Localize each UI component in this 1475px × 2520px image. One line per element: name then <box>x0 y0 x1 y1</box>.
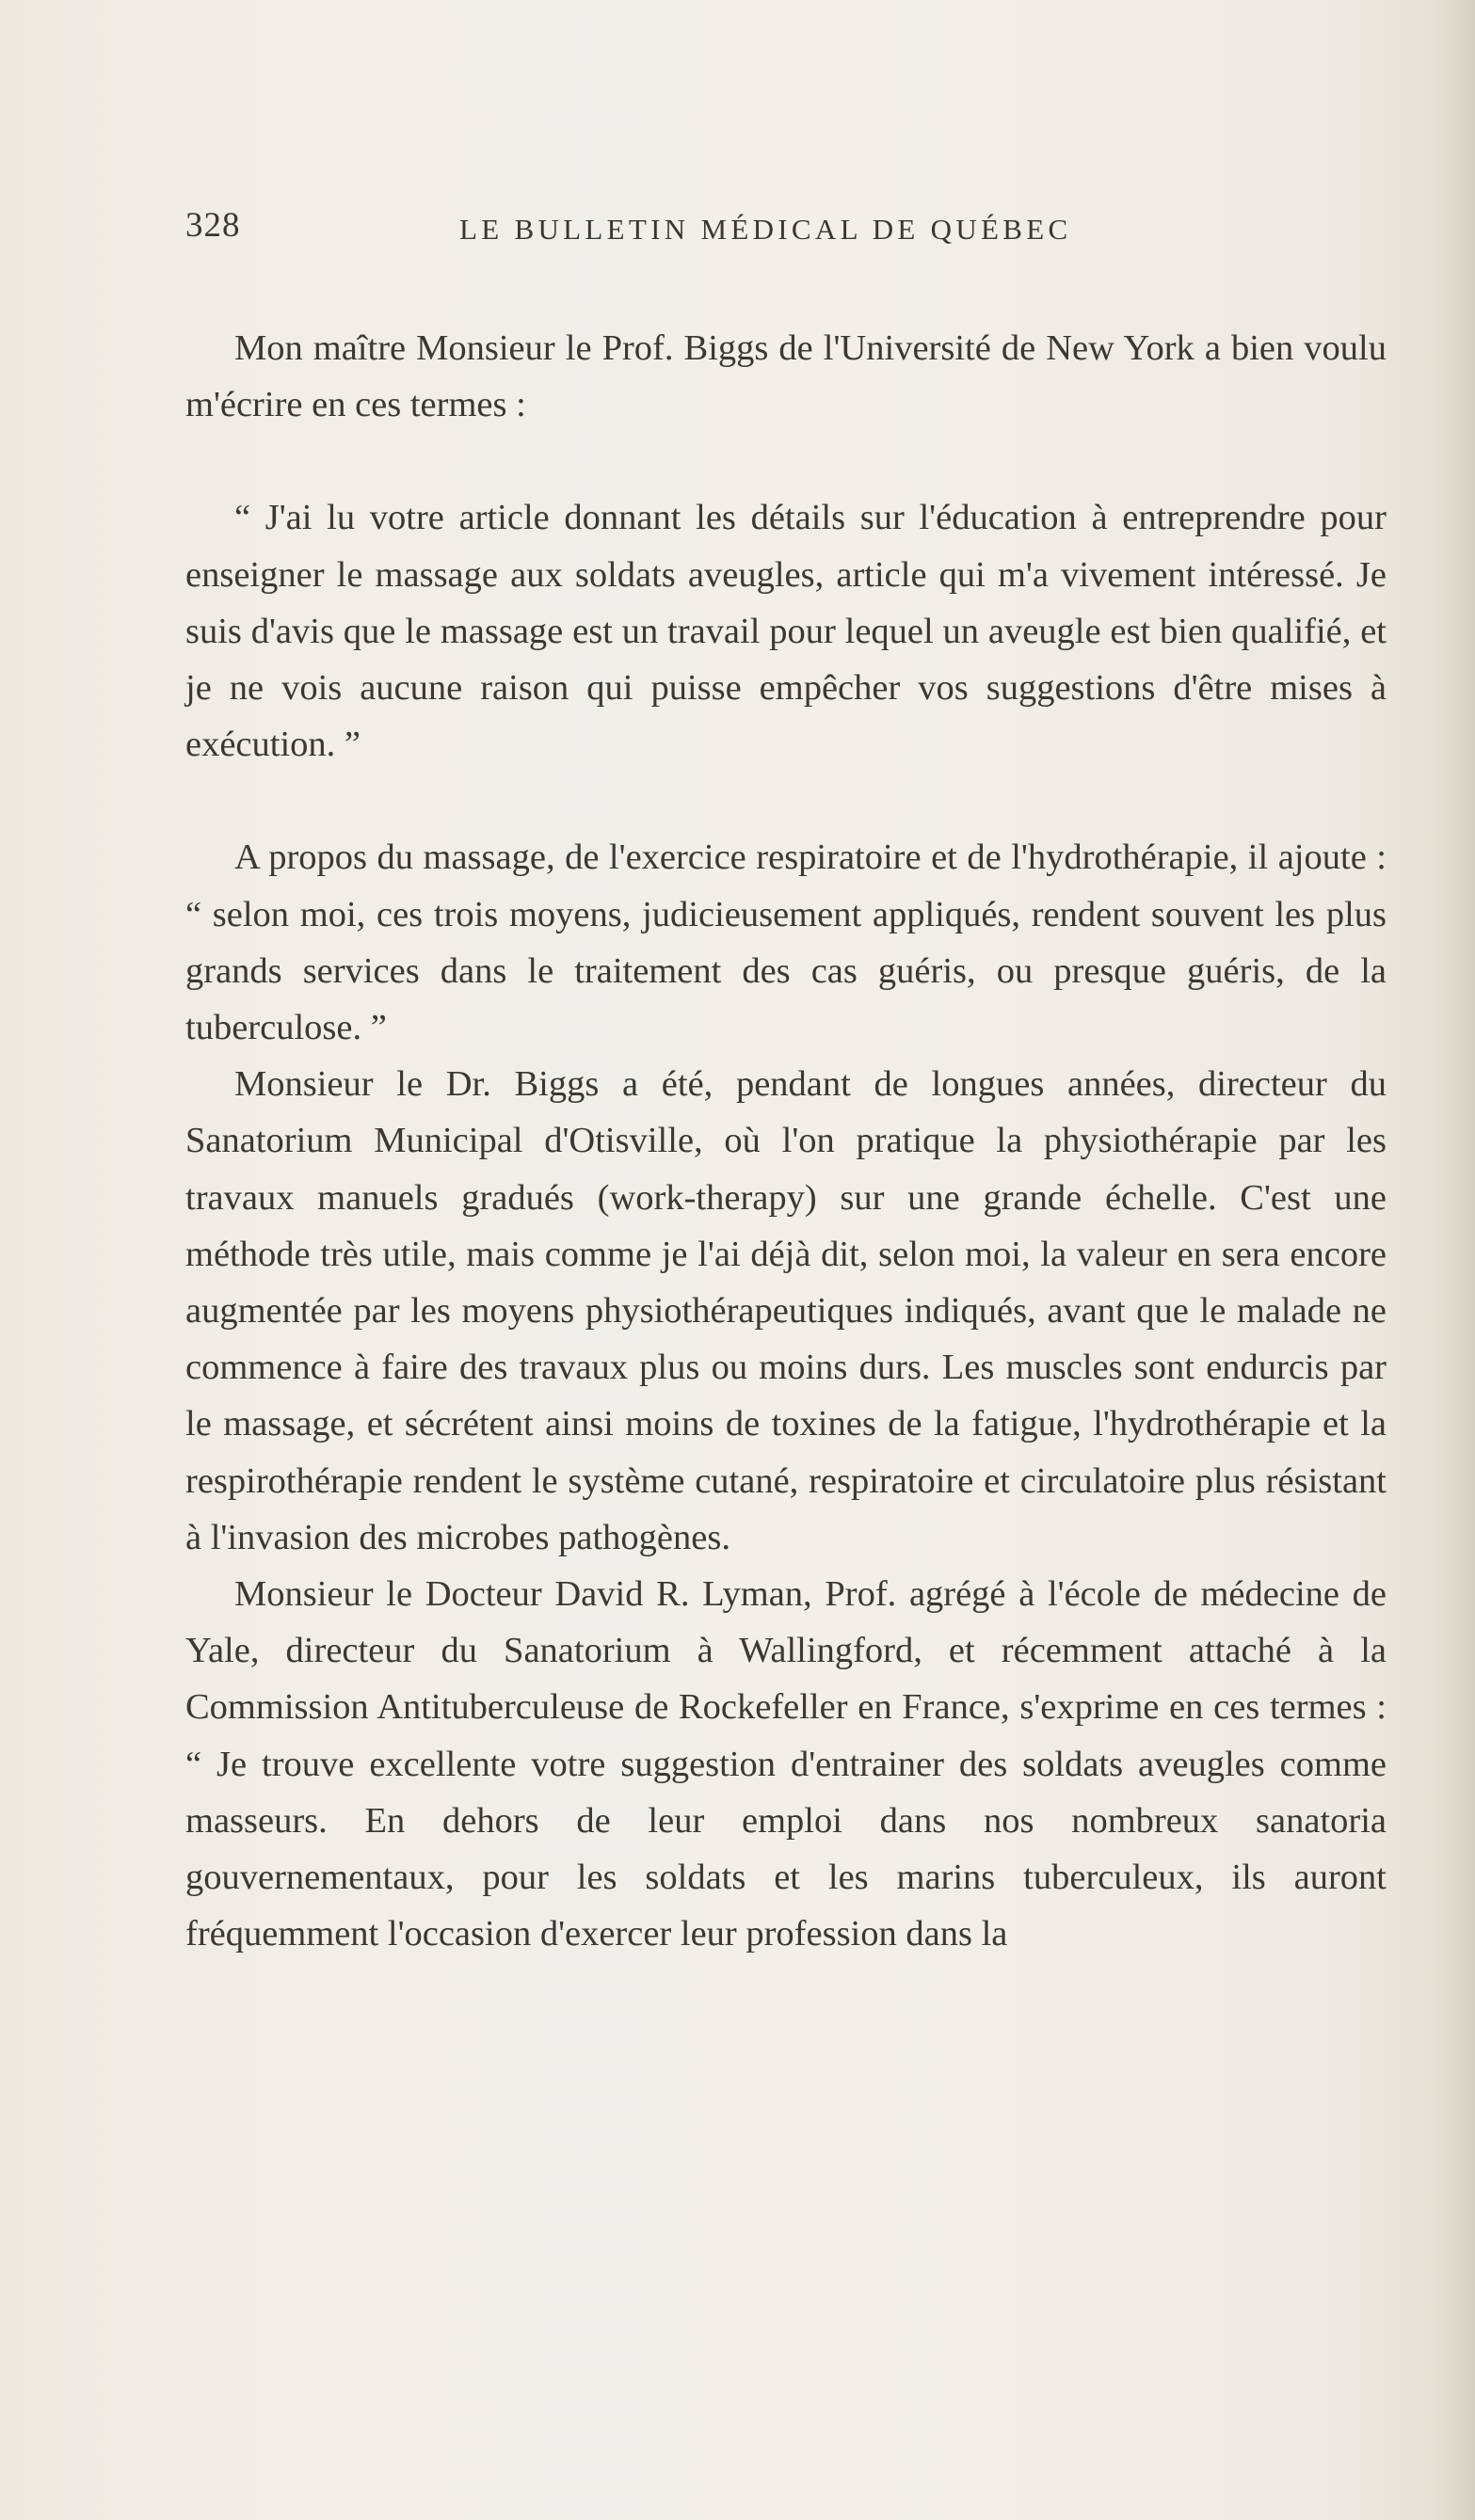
running-title: LE BULLETIN MÉDICAL DE QUÉBEC <box>459 213 1072 246</box>
paragraph-quote-biggs: “ J'ai lu votre article donnant les détails sur l'éducation à entreprendre pour enseigner le massage aux soldats aveugles, article qui m'a vivement intéressé. Je suis d'avis que le massage est un travail pour lequel un aveugle est bien qualifié, et je ne vois aucune raison qui puisse empêcher vos suggestions d'être mises à exécution. ” <box>185 498 1387 765</box>
paragraph-otisville: Monsieur le Dr. Biggs a été, pendant de longues années, directeur du Sanatorium Municipal d'Otisville, où l'on pratique la physiothérapie par les travaux manuels gradués (work-therapy) sur une grande échelle. C'est une méthode très utile, mais comme je l'ai déjà dit, selon moi, la valeur en sera encore augmentée par les moyens physiothérapeutiques indiqués, avant que le malade ne commence à faire des travaux plus ou moins durs. Les muscles sont endurcis par le massage, et sécrétent ainsi moins de toxines de la fatigue, l'hydrothérapie et la respirothérapie rendent le système cutané, respiratoire et circulatoire plus résistant à l'invasion des microbes pathogènes. <box>185 1064 1387 1557</box>
page-edge-shadow <box>1437 0 1475 2520</box>
running-header <box>185 205 1129 252</box>
paragraph-lyman: Monsieur le Docteur David R. Lyman, Prof. agrégé à l'école de médecine de Yale, directeur du Sanatorium à Wallingford, et récemment attaché à la Commission Antituberculeuse de Rockefeller en France, s'exprime en ces termes : “ Je trouve excellente votre suggestion d'entrainer des soldats aveugles comme masseurs. En dehors de leur emploi dans nos nombreux sanatoria gouvernementaux, pour les soldats et les marins tuberculeux, ils auront fréquemment l'occasion d'exercer leur profession dans la <box>185 1574 1387 1954</box>
body-text <box>185 320 1387 1962</box>
page-number: 328 <box>185 206 241 245</box>
paragraph-massage: A propos du massage, de l'exercice respiratoire et de l'hydrothérapie, il ajoute : “ selon moi, ces trois moyens, judicieusement appliqués, rendent souvent les plus grands services dans le traitement des cas guéris, ou presque guéris, de la tuberculose. ” <box>185 837 1387 1048</box>
paragraph-intro: Mon maître Monsieur le Prof. Biggs de l'Université de New York a bien voulu m'écrire en ces termes : <box>185 328 1387 425</box>
